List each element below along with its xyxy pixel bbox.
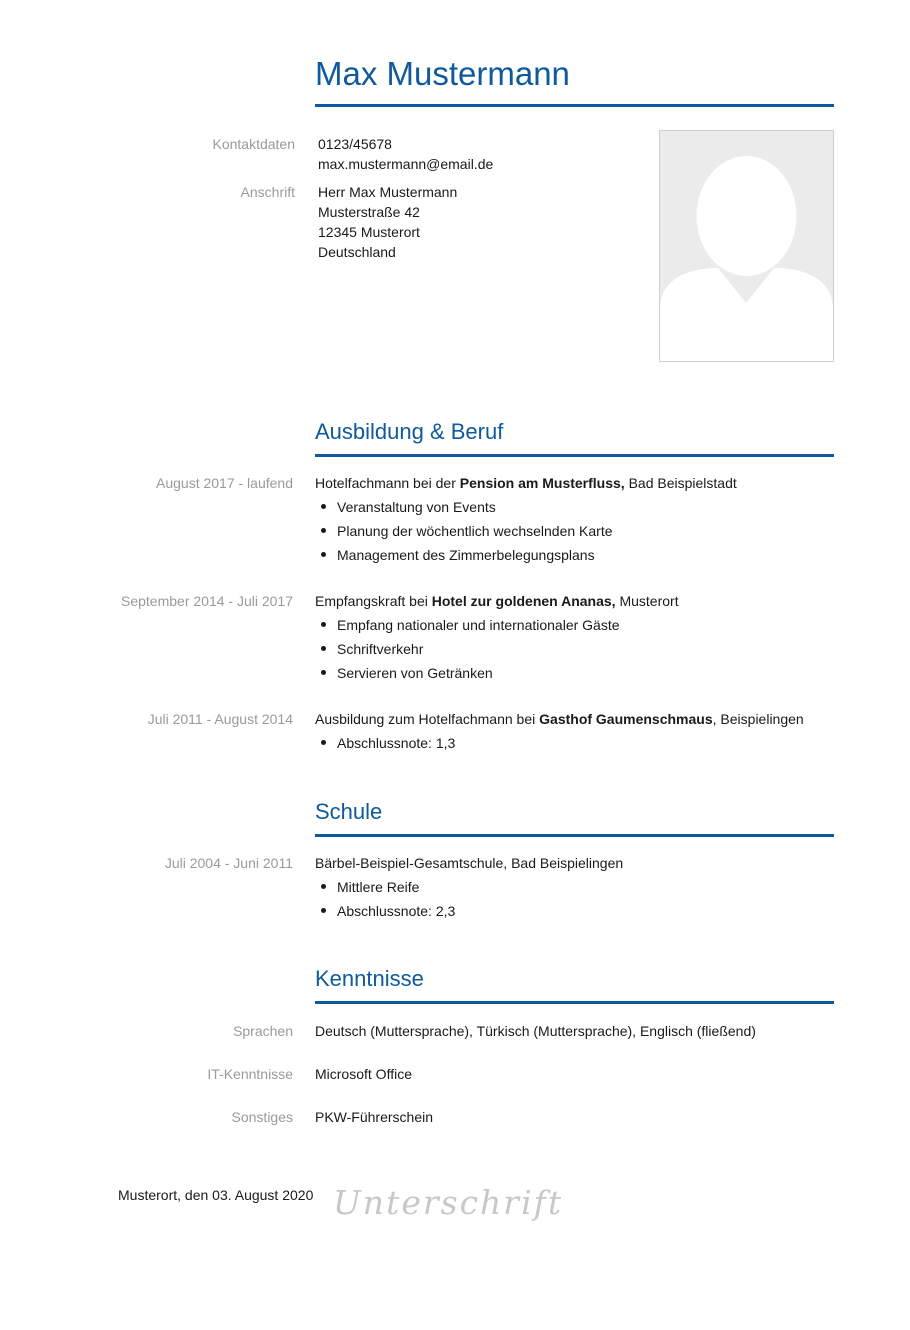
- header-rule: [315, 104, 834, 107]
- skill-label: Sprachen: [233, 1023, 293, 1039]
- list-item: Veranstaltung von Events: [315, 495, 613, 519]
- experience-heading: Empfangskraft bei Hotel zur goldenen Ananas, Musterort: [315, 593, 679, 609]
- contact-phone: 0123/45678: [318, 136, 392, 152]
- school-period: Juli 2004 - Juni 2011: [164, 855, 293, 871]
- experience-heading: Hotelfachmann bei der Pension am Musterfluss, Bad Beispielstadt: [315, 475, 737, 491]
- skill-label: Sonstiges: [231, 1109, 293, 1125]
- skill-label: IT-Kenntnisse: [207, 1066, 293, 1082]
- section-title-school: Schule: [315, 799, 383, 824]
- section-rule: [315, 834, 834, 837]
- address-line: Deutschland: [318, 244, 396, 260]
- section-rule: [315, 454, 834, 457]
- address-line: 12345 Musterort: [318, 224, 420, 240]
- school-bullets: [315, 875, 455, 923]
- list-item: Mittlere Reife: [315, 875, 455, 899]
- signature: Unterschrift: [333, 1183, 564, 1222]
- school-name: Bärbel-Beispiel-Gesamtschule, Bad Beispielingen: [315, 855, 624, 871]
- list-item: Schriftverkehr: [315, 637, 620, 661]
- section-title-experience: Ausbildung & Beruf: [315, 419, 504, 444]
- list-item: Empfang nationaler und internationaler Gäste: [315, 613, 620, 637]
- experience-period: September 2014 - Juli 2017: [121, 593, 293, 609]
- list-item: Management des Zimmerbelegungsplans: [315, 543, 613, 567]
- profile-photo: [659, 130, 834, 362]
- experience-bullets: [315, 613, 620, 685]
- experience-period: August 2017 - laufend: [156, 475, 293, 491]
- section-rule: [315, 1001, 834, 1004]
- experience-bullets: [315, 495, 613, 567]
- list-item: Abschlussnote: 2,3: [315, 899, 455, 923]
- applicant-name: Max Mustermann: [315, 55, 570, 92]
- experience-period: Juli 2011 - August 2014: [147, 711, 293, 727]
- section-title-skills: Kenntnisse: [315, 966, 424, 991]
- list-item: Planung der wöchentlich wechselnden Karte: [315, 519, 613, 543]
- list-item: Servieren von Getränken: [315, 661, 620, 685]
- skill-value: Deutsch (Muttersprache), Türkisch (Muttersprache), Englisch (fließend): [315, 1023, 756, 1039]
- address-line: Musterstraße 42: [318, 204, 420, 220]
- skill-value: Microsoft Office: [315, 1066, 412, 1082]
- contact-label: Kontaktdaten: [212, 136, 295, 152]
- address-line: Herr Max Mustermann: [318, 184, 458, 200]
- contact-email: max.mustermann@email.de: [318, 156, 494, 172]
- list-item: Abschlussnote: 1,3: [315, 731, 455, 755]
- address-label: Anschrift: [240, 184, 295, 200]
- skill-value: PKW-Führerschein: [315, 1109, 434, 1125]
- place-and-date: Musterort, den 03. August 2020: [118, 1187, 314, 1203]
- person-silhouette-icon: [660, 131, 833, 361]
- experience-heading: Ausbildung zum Hotelfachmann bei Gasthof Gaumenschmaus, Beispielingen: [315, 711, 804, 727]
- experience-bullets: [315, 731, 455, 755]
